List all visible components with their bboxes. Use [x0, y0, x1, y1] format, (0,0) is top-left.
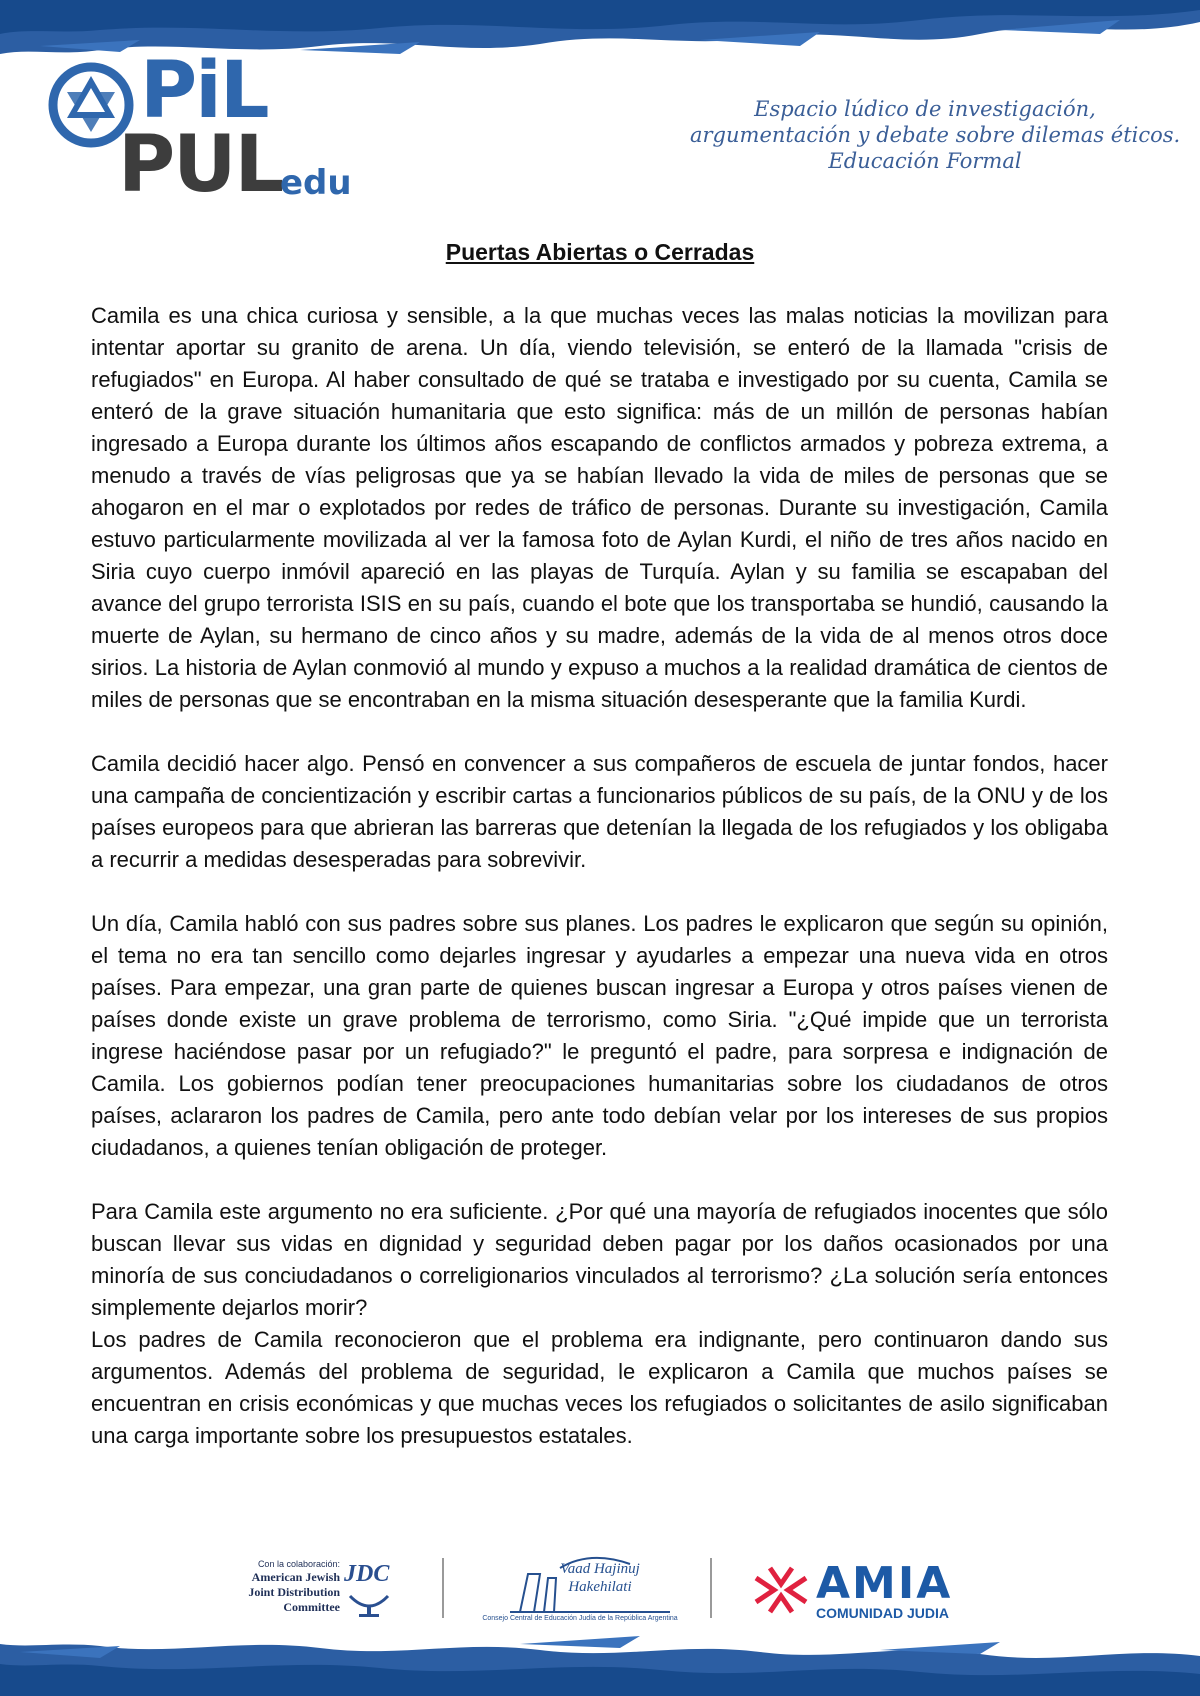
- logo-text-pul: PUL: [118, 120, 283, 210]
- logo-text-edu: edu: [280, 163, 352, 203]
- header-tagline: [690, 96, 1181, 174]
- sponsor-footer: [0, 1550, 1200, 1630]
- paragraph: Camila es una chica curiosa y sensible, a la que muchas veces las malas noticias la movilizan para intentar aportar su granito de arena. Un día, viendo televisión, se enteró de la llamada "crisis de refugiados" en Europa. Al haber consultado de qué se trataba e investigado por su cuenta, Camila se enteró de la grave situación humanitaria que esto significa: más de un millón de personas habían ingresado a Europa durante los últimos años escapando de conflictos armados y pobreza extrema, a menudo a través de vías peligrosas que ya se habían llevado la vida de miles de personas que se ahogaron en el mar o explotados por redes de tráfico de personas. Durante su investigación, Camila estuvo particularmente movilizada al ver la famosa foto de Aylan Kurdi, el niño de tres años nacido en Siria cuyo cuerpo inmóvil apareció en las playas de Turquía. Aylan y su familia se escapaban del avance del grupo terrorista ISIS en su país, cuando el bote que los transportaba se hundió, causando la muerte de Aylan, su hermano de cinco años y su madre, además de la vida de al menos otros doce sirios. La historia de Aylan conmovió al mundo y expuso a muchos a la realidad dramática de cientos de miles de personas que se encontraban en la misma situación desesperante que la familia Kurdi.: [91, 303, 1108, 712]
- jdc-name-line: American Jewish: [251, 1570, 340, 1584]
- vaad-caption: Consejo Central de Educación Judía de la República Argentina: [482, 1615, 678, 1622]
- pilpul-edu-logo: [48, 46, 368, 210]
- paragraph: Camila decidió hacer algo. Pensó en convencer a sus compañeros de escuela de juntar fondos, hacer una campaña de concientización y escribir cartas a funcionarios públicos de su país, de la ONU y de los países europeos para que abrieran las barreras que detenían la llegada de los refugiados y los obligaba a recurrir a medidas desesperadas para sobrevivir.: [91, 751, 1108, 872]
- logo-text-pil: PiL: [140, 46, 268, 136]
- collab-label: Con la colaboración:: [257, 1559, 340, 1569]
- jdc-name-line: Joint Distribution: [248, 1585, 340, 1599]
- amia-logo-text: AMIA: [816, 1558, 953, 1609]
- tagline-line: Educación Formal: [828, 149, 1022, 173]
- tagline-line: Espacio lúdico de investigación,: [754, 97, 1096, 121]
- paragraph: Para Camila este argumento no era suficiente. ¿Por qué una mayoría de refugiados inocentes que sólo buscan llevar sus vidas en dignidad y seguridad deben pagar por los daños ocasionados por una minoría de sus conciudadanos o correligionarios vinculados al terrorismo? ¿La solución sería entonces simplemente dejarlos morir?: [91, 1199, 1108, 1320]
- footer-divider: [442, 1558, 444, 1618]
- menorah-icon: [346, 1594, 392, 1618]
- footer-divider: [710, 1558, 712, 1618]
- paragraph: Un día, Camila habló con sus padres sobre sus planes. Los padres le explicaron que según su opinión, el tema no era tan sencillo como dejarles ingresar y ayudarles a empezar una nueva vida en otros países. Para empezar, una gran parte de quienes buscan ingresar a Europa y otros países vienen de países donde existe un grave problema de terrorismo, como Siria. "¿Qué impide que un terrorista ingrese haciéndose pasar por un refugiado?" le preguntó el padre, para sorpresa e indignación de Camila. Los gobiernos podían tener preocupaciones humanitarias sobre los ciudadanos de otros países, aclararon los padres de Camila, pero ante todo debían velar por los intereses de sus propios ciudadanos, a quienes tenían obligación de proteger.: [91, 911, 1108, 1160]
- amia-star-icon: [752, 1564, 810, 1616]
- amia-subtitle: COMUNIDAD JUDIA: [816, 1605, 949, 1621]
- tagline-line: argumentación y debate sobre dilemas éticos.: [690, 123, 1181, 147]
- paragraph: Los padres de Camila reconocieron que el problema era indignante, pero continuaron dando sus argumentos. Además del problema de seguridad, le explicaron a Camila que muchos países se encuentran en crisis económicas y que muchas veces los refugiados o solicitantes de asilo significaban una carga importante sobre los presupuestos estatales.: [91, 1327, 1108, 1448]
- document-title: Puertas Abiertas o Cerradas: [445, 239, 755, 265]
- vaad-name-line: Hakehilati: [568, 1579, 632, 1595]
- footer-brush-decoration: [0, 1632, 1200, 1696]
- jdc-name-line: Committee: [283, 1600, 340, 1614]
- document-body: [91, 300, 1108, 1452]
- jdc-sponsor-text: [200, 1558, 340, 1615]
- vaad-name-line: Vaad Hajinuj: [560, 1561, 640, 1577]
- jdc-logo: JDC: [344, 1561, 390, 1587]
- vaad-hajinuj-name: [540, 1560, 660, 1596]
